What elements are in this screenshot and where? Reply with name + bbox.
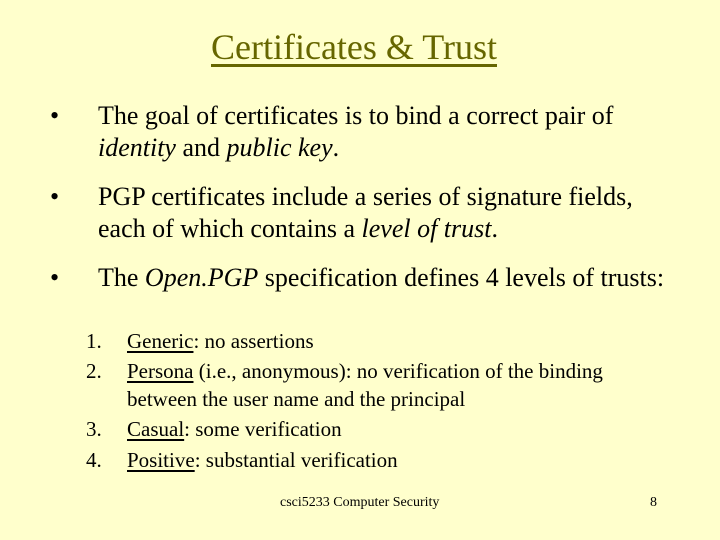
bullet-text-part: The bbox=[98, 263, 145, 292]
list-item-text bbox=[127, 327, 647, 355]
bullet-text-part: and bbox=[175, 133, 227, 162]
bullet-text-part: PGP certificates include a series of signature fields, each of which contains a bbox=[98, 182, 633, 243]
list-number: 3. bbox=[86, 417, 102, 441]
bullet-text-part: . bbox=[332, 133, 340, 162]
bullet-marker: • bbox=[50, 263, 60, 292]
bullet-text bbox=[98, 181, 678, 245]
trust-level-term: Generic bbox=[127, 329, 194, 353]
emphasis-openpgp: Open.PGP bbox=[144, 263, 259, 292]
page-number: 8 bbox=[650, 495, 657, 510]
bullet-marker: • bbox=[50, 182, 60, 211]
slide-title: Certificates & Trust bbox=[211, 27, 497, 67]
trust-level-description: : no assertions bbox=[193, 329, 314, 353]
trust-level-term: Persona bbox=[127, 359, 194, 383]
emphasis-level-of-trust: level of trust bbox=[361, 214, 492, 243]
bullet-text-part: specification defines 4 levels of trusts: bbox=[258, 263, 665, 292]
trust-level-description: (i.e., anonymous): no verification of the binding between the user name and the principal bbox=[127, 359, 603, 411]
trust-level-term: Positive bbox=[127, 448, 195, 472]
list-item-text bbox=[127, 415, 647, 443]
bullet-text-part: The goal of certificates is to bind a correct pair of bbox=[98, 101, 614, 130]
slide-footer: csci5233 Computer Security bbox=[280, 495, 440, 510]
list-item-text bbox=[127, 446, 647, 474]
trust-level-description: : substantial verification bbox=[194, 448, 398, 472]
emphasis-identity: identity bbox=[98, 133, 176, 162]
bullet-text bbox=[98, 262, 678, 294]
list-item-text bbox=[127, 357, 647, 413]
bullet-text bbox=[98, 100, 678, 164]
emphasis-public-key: public key bbox=[226, 133, 333, 162]
list-number: 2. bbox=[86, 359, 102, 383]
trust-level-description: : some verification bbox=[184, 417, 342, 441]
bullet-marker: • bbox=[50, 101, 60, 130]
list-number: 1. bbox=[86, 329, 102, 353]
trust-level-term: Casual bbox=[127, 417, 185, 441]
bullet-text-part: . bbox=[491, 214, 498, 243]
list-number: 4. bbox=[86, 448, 102, 472]
